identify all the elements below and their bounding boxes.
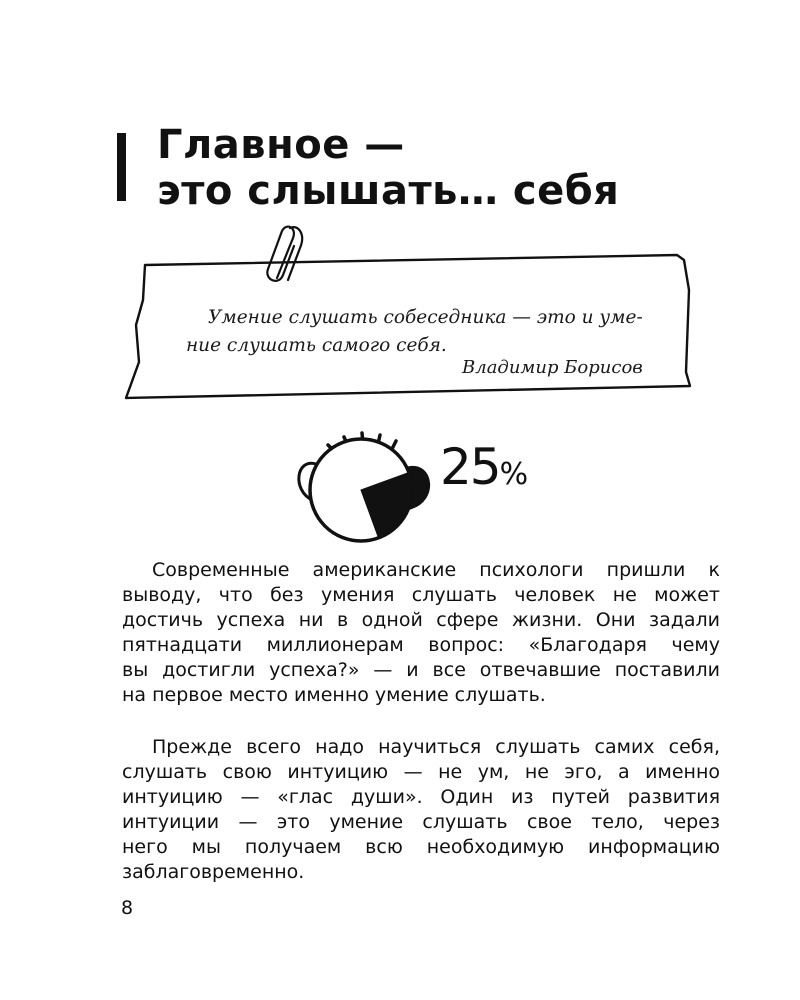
epigraph-line-2: ние слушать самого себя.	[186, 335, 447, 356]
paragraph-line: Современные американские психологи пришли к	[152, 559, 720, 581]
page-number: 8	[121, 897, 134, 919]
paragraph-line: пятнадцати миллионерам вопрос: «Благодаря чему	[122, 634, 720, 656]
page-title-line-2: это слышать… себя	[157, 168, 620, 214]
epigraph-line-1: Умение слушать собеседника — это и уме-	[208, 307, 643, 328]
heading-accent-bar	[117, 133, 126, 201]
paragraph-line: достичь успеха ни в одной сфере жизни. Они задали	[122, 609, 720, 631]
paragraph-line: интуиции — это умение слушать свое тело, через	[122, 811, 720, 833]
paragraph-line: слушать свою интуицию — не ум, не эго, а именно	[122, 761, 720, 783]
page-title	[157, 122, 619, 214]
percent-label	[440, 438, 528, 496]
page-title-line-1: Главное —	[157, 122, 405, 168]
paragraph-line: заблаговременно.	[122, 861, 305, 883]
percent-number: 25	[440, 438, 500, 496]
percent-sign: %	[499, 457, 529, 492]
paragraph-1	[122, 558, 720, 708]
epigraph-quote	[186, 304, 666, 360]
paragraph-2	[122, 735, 720, 885]
paragraph-line: него мы получаем всю необходимую информацию	[122, 836, 720, 858]
head-pie-icon	[299, 433, 429, 541]
paragraph-line: интуицию — «глас души». Один из путей развития	[122, 786, 720, 808]
paragraph-line: вы достигли успеха?» — и все отвечавшие поставили	[122, 659, 720, 681]
paragraph-line: на первое место именно умение слушать.	[122, 684, 546, 706]
paragraph-line: выводу, что без умения слушать человек не может	[122, 584, 720, 606]
paragraph-line: Прежде всего надо научиться слушать самих себя,	[152, 736, 720, 758]
epigraph-author: Владимир Борисов	[462, 357, 643, 378]
